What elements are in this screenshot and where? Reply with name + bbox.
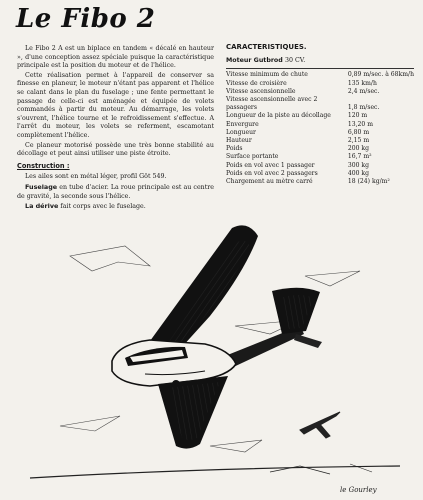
spec-row [226,121,414,129]
description-column [17,45,214,213]
spec-label: Chargement au mètre carré [226,178,313,186]
specs-heading: CARACTERISTIQUES. [226,43,307,51]
spec-row [226,129,414,137]
spec-label: Vitesse minimum de chute [226,71,308,79]
glider-illustration [0,216,423,500]
spec-value: 0,89 m/sec. à 68km/h [347,71,414,79]
specs-table [226,71,414,186]
spec-value: 16,7 m² [347,153,372,161]
distant-glider [300,412,340,438]
spec-row [226,145,414,153]
lower-wing [158,376,228,449]
spec-value: 6,80 m [347,128,370,136]
spec-label: Surface portante [226,153,279,161]
intro-paragraph: Le Fibo 2 A est un biplace en tandem « décalé en hauteur », d'une conception assez spéciale puisque la caractéristique principale est la position du moteur et de l'hélice. [17,45,214,70]
construction-item: Fuselage en tube d'acier. La roue principale est au centre de gravité, la seconde sous l'hélice. [17,182,214,200]
artist-signature: le Gourley [340,486,377,494]
spec-label: Longueur [226,128,256,136]
spec-row [226,178,414,186]
spec-row [226,96,414,112]
spec-label: Poids [226,145,243,153]
spec-row [226,162,414,170]
spec-row [226,80,414,88]
intro-paragraph: Cette réalisation permet à l'appareil de conserver sa finesse en planeur, le moteur n'étant pas apparent et l'hélice se calant dans le plan du fuselage ; une fente permettant le passage de celle-ci est aménagée et équipée de volets commandés à partir du moteur. Au démarrage, les volets s'ouvrent, l'hélice tourne et le refroidissement s'effectue. A l'arrêt du moteur, les volets se referment, escamotant complètement l'hélice. [17,71,214,139]
engine-line: Moteur Gutbrod 30 CV. [226,57,306,65]
spec-value: 200 kg [347,145,370,153]
specs-column [226,43,414,186]
spec-label: Envergure [226,120,259,128]
spec-value: 18 (24) kg/m² [347,178,390,186]
spec-label: Hauteur [226,137,252,145]
construction-item: Les ailes sont en métal léger, profil Göt 549. [25,173,167,181]
spec-label: Poids en vol avec 1 passager [226,161,315,169]
specs-rule [226,68,414,69]
spec-value: 13,20 m [347,120,374,128]
spec-row [226,71,414,79]
upper-wing [150,225,258,358]
spec-value: 400 kg [347,169,370,177]
spec-row [226,170,414,178]
page-title: Le Fibo 2 [16,4,156,34]
spec-row [226,112,414,120]
spec-value: 2,15 m [347,137,370,145]
spec-value: 135 km/h [347,79,377,87]
intro-paragraph: Ce planeur motorisé possède une très bonne stabilité au décollage et peut ainsi utiliser une piste étroite. [17,141,214,158]
construction-item: La dérive fait corps avec le fuselage. [25,202,146,211]
spec-label: Vitesse ascensionnelle avec 2 passagers [226,96,318,112]
construction-heading: Construction : [17,161,70,170]
spec-value: 300 kg [347,161,370,169]
spec-label: Vitesse de croisière [226,79,287,87]
spec-row [226,153,414,161]
spec-value: 2,4 m/sec. [347,87,380,95]
spec-label: Vitesse ascensionnelle [226,87,296,95]
spec-row [226,137,414,145]
horizon [30,464,400,478]
spec-value: 120 m [347,112,368,120]
spec-label: Poids en vol avec 2 passagers [226,169,318,177]
spec-label: Longueur de la piste au décollage [226,112,331,120]
spec-value: 1,8 m/sec. [347,104,380,112]
spec-row [226,88,414,96]
